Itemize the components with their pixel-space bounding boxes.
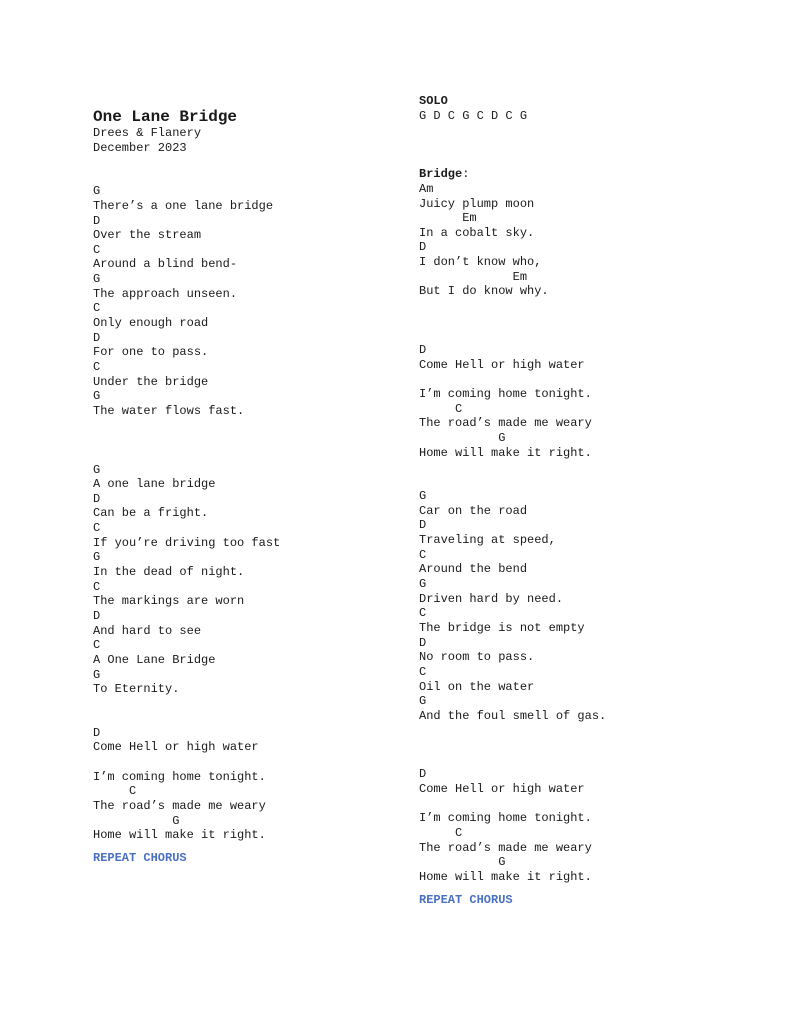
lyric-line: The markings are worn bbox=[93, 594, 245, 609]
lyric-line: C bbox=[93, 521, 101, 536]
lyric-line: G bbox=[93, 389, 101, 404]
lyric-line: G bbox=[419, 694, 427, 709]
lyric-line: If you’re driving too fast bbox=[93, 535, 281, 550]
lyric-line: Em bbox=[419, 211, 477, 226]
lyric-line: D bbox=[419, 635, 427, 650]
verse-2 bbox=[93, 463, 280, 697]
solo-chords: G D C G C D C G bbox=[419, 108, 528, 123]
lyric-line: The road’s made me weary bbox=[419, 416, 592, 431]
lyric-line: For one to pass. bbox=[93, 345, 209, 360]
lyric-line: I’m coming home tonight. bbox=[419, 386, 592, 401]
lyric-line: G bbox=[419, 489, 427, 504]
chorus-1 bbox=[419, 343, 606, 460]
lyric-line: G bbox=[93, 462, 101, 477]
lyric-line: Em bbox=[419, 269, 528, 284]
song-authors: Drees & Flanery bbox=[93, 126, 202, 140]
lyric-line: Traveling at speed, bbox=[419, 533, 556, 548]
lyric-line: I’m coming home tonight. bbox=[93, 769, 266, 784]
lyric-line: D bbox=[93, 330, 101, 345]
chorus-2 bbox=[419, 767, 606, 884]
lyric-line: Over the stream bbox=[93, 228, 202, 243]
lyric-line: Can be a fright. bbox=[93, 506, 209, 521]
lyric-line: C bbox=[93, 638, 101, 653]
lyric-line: C bbox=[93, 242, 101, 257]
lyric-line: Come Hell or high water bbox=[93, 740, 259, 755]
song-title: One Lane Bridge bbox=[93, 108, 238, 126]
lyric-line: G bbox=[419, 577, 427, 592]
lyric-line: The bridge is not empty bbox=[419, 620, 585, 635]
repeat-chorus-label: REPEAT CHORUS bbox=[419, 892, 513, 907]
lyric-line: Around a blind bend- bbox=[93, 257, 238, 272]
lyric-line: G bbox=[93, 184, 101, 199]
lyric-line: A One Lane Bridge bbox=[93, 652, 216, 667]
lyric-line: D bbox=[419, 240, 427, 255]
lyric-line: In the dead of night. bbox=[93, 565, 245, 580]
lyric-line: D bbox=[419, 343, 427, 358]
lyric-line: G bbox=[93, 272, 101, 287]
lyric-line: The road’s made me weary bbox=[419, 840, 592, 855]
lyric-line: Under the bridge bbox=[93, 374, 209, 389]
lyric-line: Am bbox=[419, 181, 434, 196]
lyric-line: And hard to see bbox=[93, 623, 202, 638]
verse-1 bbox=[93, 184, 280, 418]
lyric-line: D bbox=[93, 725, 101, 740]
chorus bbox=[93, 726, 280, 843]
lyric-line: Only enough road bbox=[93, 316, 209, 331]
lyric-line: Driven hard by need. bbox=[419, 591, 564, 606]
lyric-line: In a cobalt sky. bbox=[419, 225, 535, 240]
left-column bbox=[93, 0, 280, 866]
lyric-line: Juicy plump moon bbox=[419, 196, 535, 211]
lyric-line: No room to pass. bbox=[419, 650, 535, 665]
lyric-line: C bbox=[93, 784, 137, 799]
lyric-line: To Eternity. bbox=[93, 682, 180, 697]
lyric-line: Home will make it right. bbox=[419, 869, 592, 884]
right-column bbox=[419, 0, 606, 907]
lyric-line: The approach unseen. bbox=[93, 286, 238, 301]
lyric-line: C bbox=[419, 547, 427, 562]
lyric-line: Oil on the water bbox=[419, 679, 535, 694]
lyric-line: G bbox=[93, 550, 101, 565]
lyric-line: D bbox=[93, 213, 101, 228]
lyric-line: The water flows fast. bbox=[93, 403, 245, 418]
lyric-line: I’m coming home tonight. bbox=[419, 811, 592, 826]
lyric-line: And the foul smell of gas. bbox=[419, 708, 607, 723]
lyric-line: I don’t know who, bbox=[419, 255, 542, 270]
lyric-line: Car on the road bbox=[419, 503, 528, 518]
lyric-line: G bbox=[419, 430, 506, 445]
lyric-line: C bbox=[419, 825, 463, 840]
lyric-line: Home will make it right. bbox=[419, 445, 592, 460]
lyric-line: Come Hell or high water bbox=[419, 357, 585, 372]
lyric-line: C bbox=[93, 579, 101, 594]
lyric-line: C bbox=[419, 401, 463, 416]
bridge bbox=[419, 182, 606, 299]
lyric-line: Around the bend bbox=[419, 562, 528, 577]
verse-3 bbox=[419, 489, 606, 723]
lyric-line: D bbox=[419, 518, 427, 533]
lyric-line: D bbox=[419, 767, 427, 782]
song-date: December 2023 bbox=[93, 140, 187, 155]
lyric-line: G bbox=[93, 667, 101, 682]
lyric-line: C bbox=[93, 301, 101, 316]
lyric-line: G bbox=[419, 855, 506, 870]
lyric-line: C bbox=[419, 664, 427, 679]
lyric-line: But I do know why. bbox=[419, 284, 549, 299]
lyric-line: There’s a one lane bridge bbox=[93, 198, 274, 213]
solo-header: SOLO bbox=[419, 94, 448, 108]
repeat-chorus-label: REPEAT CHORUS bbox=[93, 850, 187, 865]
lyric-line: C bbox=[93, 359, 101, 374]
lyric-line: Come Hell or high water bbox=[419, 782, 585, 797]
lyric-line: The road’s made me weary bbox=[93, 798, 266, 813]
lyric-line: G bbox=[93, 813, 180, 828]
lyric-line: D bbox=[93, 491, 101, 506]
lyric-line: D bbox=[93, 608, 101, 623]
lyric-line: Home will make it right. bbox=[93, 828, 266, 843]
lyric-line: C bbox=[419, 606, 427, 621]
bridge-header: Bridge: bbox=[419, 167, 470, 182]
lyric-line: A one lane bridge bbox=[93, 477, 216, 492]
